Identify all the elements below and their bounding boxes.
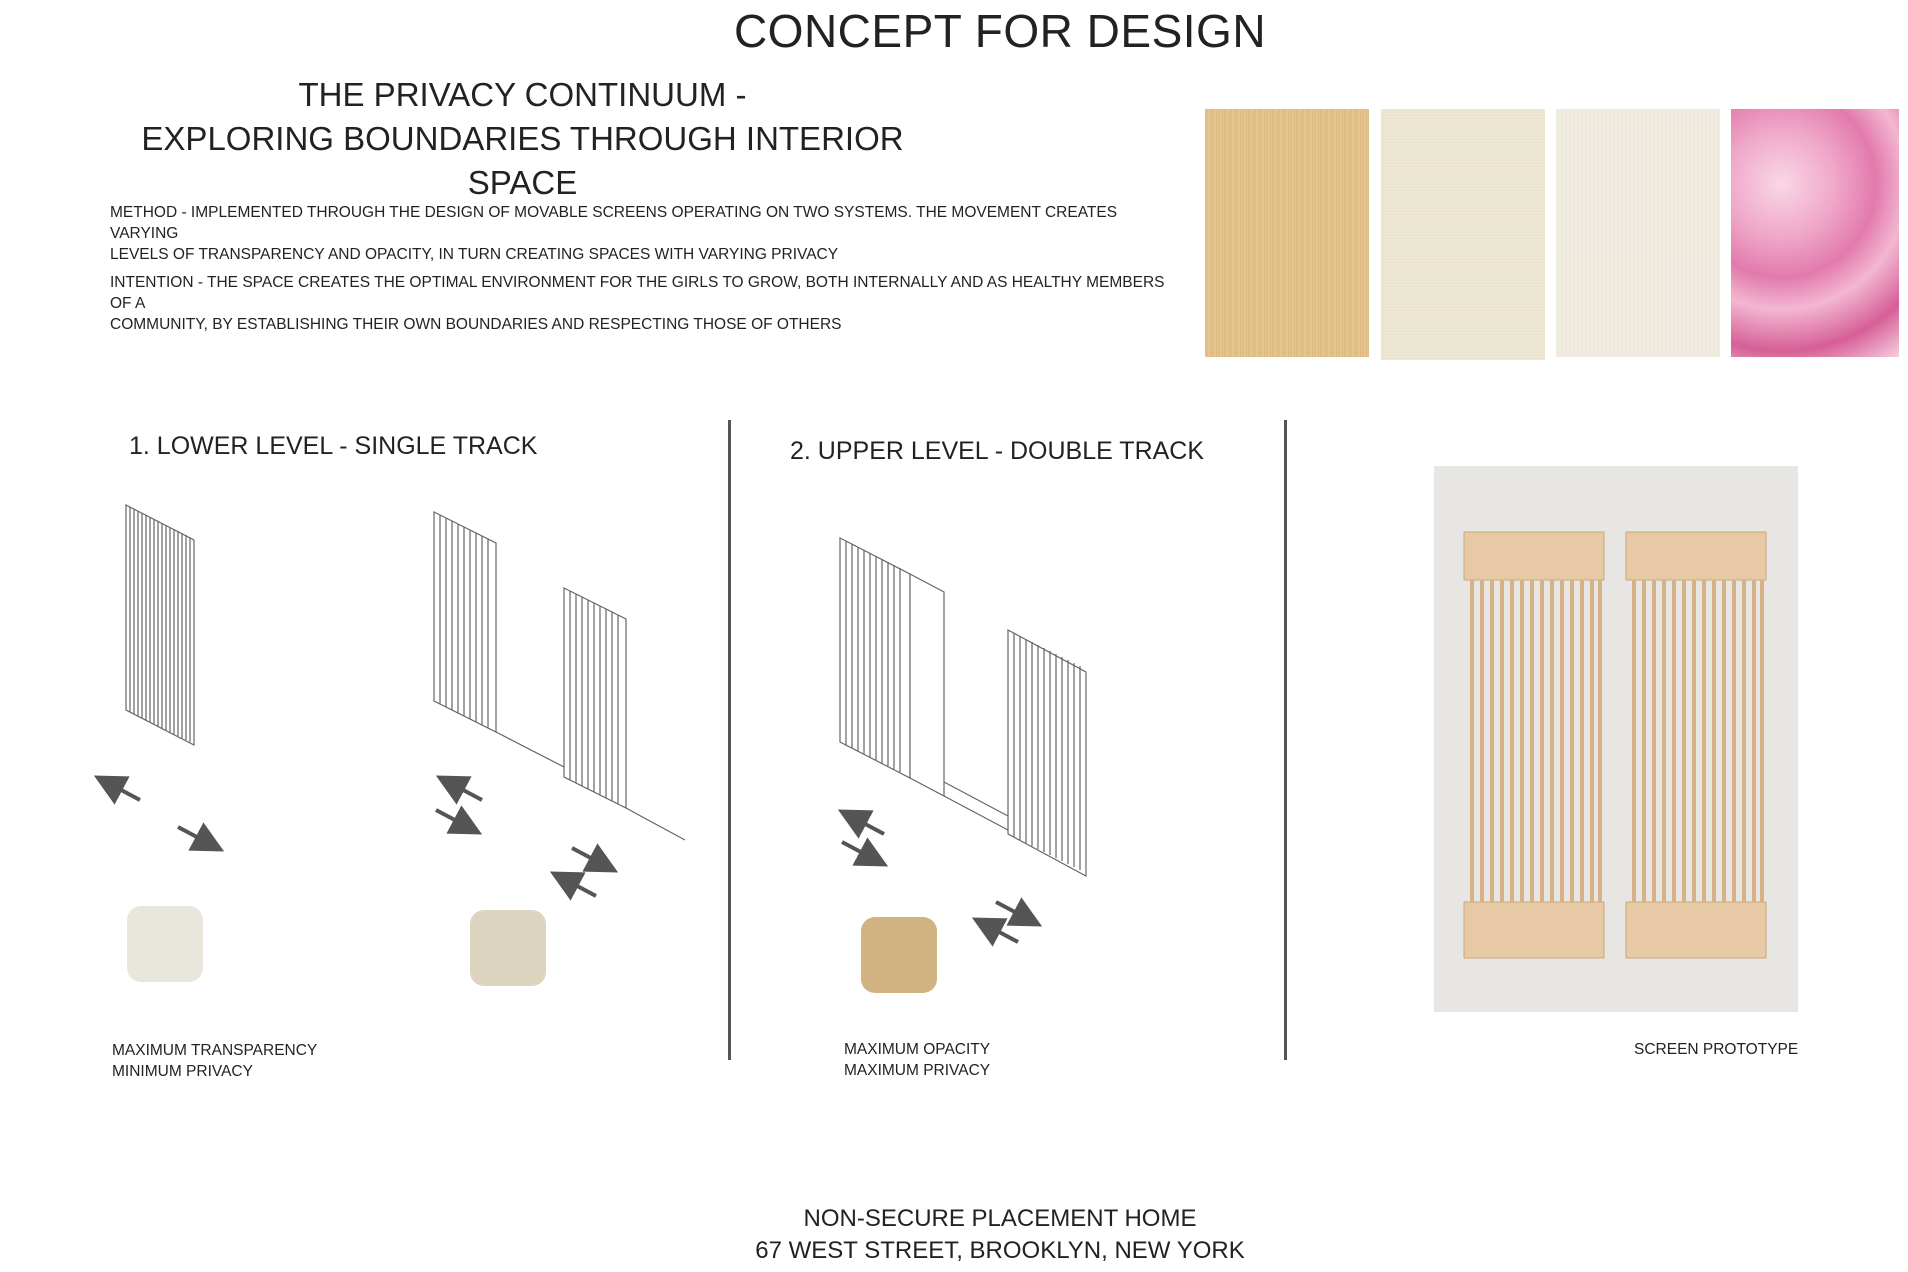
subtitle-line-2: EXPLORING BOUNDARIES THROUGH INTERIOR SPACE: [141, 120, 904, 201]
upper-level-title: 2. UPPER LEVEL - DOUBLE TRACK: [790, 437, 1205, 465]
opacity-caption-line-1: MAXIMUM OPACITY: [844, 1041, 991, 1058]
lower-arrows-1: [108, 783, 210, 844]
opacity-caption-line-2: MAXIMUM PRIVACY: [844, 1062, 991, 1079]
intention-line-1: INTENTION - THE SPACE CREATES THE OPTIMAL ENVIRONMENT FOR THE GIRLS TO GROW, BOTH INTERNALLY AND AS HEALTHY MEMBERS OF A: [110, 274, 1165, 312]
opacity-tone-swatch: [861, 917, 937, 993]
footer: [0, 1203, 1908, 1267]
transparency-caption-line-2: MINIMUM PRIVACY: [112, 1063, 253, 1080]
opacity-caption: [844, 1039, 990, 1081]
screen-prototype-photo: [1434, 466, 1798, 1012]
footer-line-2: 67 WEST STREET, BROOKLYN, NEW YORK: [755, 1237, 1245, 1264]
lower-level-title: 1. LOWER LEVEL - SINGLE TRACK: [129, 432, 538, 460]
transparency-tone-swatch: [127, 906, 203, 982]
intention-line-2: COMMUNITY, BY ESTABLISHING THEIR OWN BOUNDARIES AND RESPECTING THOSE OF OTHERS: [110, 316, 842, 333]
stacked-screen-closed: [126, 505, 194, 745]
subtitle-line-1: THE PRIVACY CONTINUUM -: [298, 76, 747, 113]
mid-tone-swatch: [470, 910, 546, 986]
single-track-open: [434, 512, 685, 840]
method-line-2: LEVELS OF TRANSPARENCY AND OPACITY, IN TURN CREATING SPACES WITH VARYING PRIVACY: [110, 246, 839, 263]
prototype-screens: [1434, 466, 1798, 1012]
transparency-caption-line-1: MAXIMUM TRANSPARENCY: [112, 1042, 318, 1059]
footer-line-1: NON-SECURE PLACEMENT HOME: [803, 1205, 1197, 1232]
transparency-caption: [112, 1040, 317, 1082]
method-line-1: METHOD - IMPLEMENTED THROUGH THE DESIGN OF MOVABLE SCREENS OPERATING ON TWO SYSTEMS. THE MOVEMENT CREATES VARYING: [110, 204, 1118, 242]
lower-arrows-2: [436, 783, 604, 896]
double-track-screens: [840, 538, 1086, 876]
page-title: CONCEPT FOR DESIGN: [733, 5, 1267, 57]
prototype-caption: SCREEN PROTOTYPE: [1634, 1041, 1799, 1058]
